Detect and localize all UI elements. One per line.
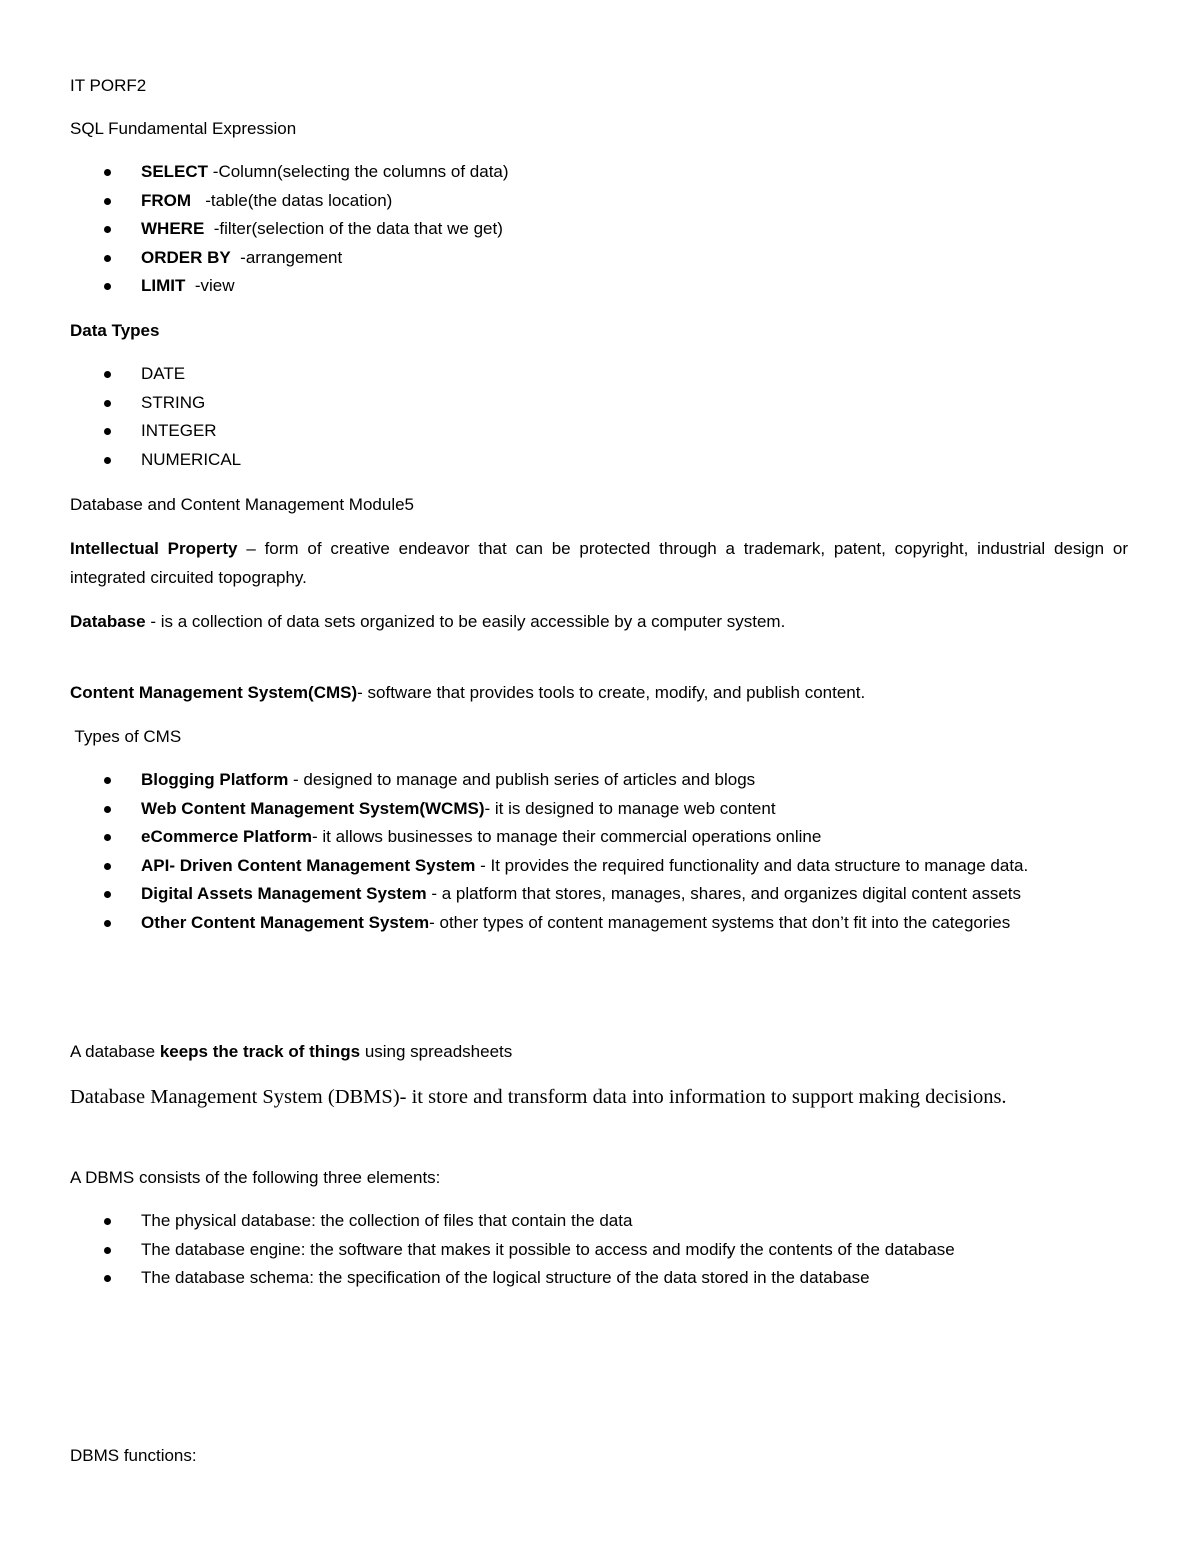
cms-desc: - software that provides tools to create, modify, and publish content. (357, 683, 866, 702)
bullet-icon (104, 457, 111, 464)
list-item: NUMERICAL (0, 446, 241, 475)
dbms-elements-list (0, 1207, 955, 1293)
bullet-icon (104, 169, 111, 176)
list-item (0, 158, 509, 187)
item-desc: -filter(selection of the data that we get) (204, 219, 503, 238)
list-item: STRING (0, 389, 241, 418)
bullet-icon (104, 283, 111, 290)
data-types-list (0, 360, 241, 474)
item-desc: - It provides the required functionality and data structure to manage data. (475, 855, 1029, 875)
list-item (0, 766, 1116, 795)
list-item (0, 215, 509, 244)
ip-desc: – form of creative endeavor that can be protected through a trademark, patent, copyright, industrial design or integrated circuited topography. (70, 539, 1128, 587)
item-term: LIMIT (141, 276, 186, 295)
item-term: ORDER BY (141, 247, 231, 267)
item-term: SELECT (141, 162, 209, 181)
item-term: eCommerce Platform (141, 827, 313, 846)
list-item: The database engine: the software that makes it possible to access and modify the contents of the database (0, 1236, 955, 1265)
list-item: The physical database: the collection of files that contain the data (0, 1207, 955, 1236)
item-term: Digital Assets Management System (141, 884, 427, 903)
db-desc: - is a collection of data sets organized to be easily accessible by a computer system. (145, 612, 786, 631)
list-item (0, 852, 1116, 881)
list-item (0, 272, 509, 301)
db-paragraph (70, 611, 785, 633)
dbms-functions-heading: DBMS functions: (70, 1446, 197, 1465)
course-title: IT PORF2 (70, 76, 147, 95)
ip-term: Intellectual Property (70, 539, 238, 558)
bullet-icon (104, 198, 111, 205)
item-desc: - a platform that stores, manages, shares, and organizes digital content assets (426, 884, 1022, 903)
dbms-definition: Database Management System (DBMS)- it store and transform data into information to support making decisions. (70, 1086, 1007, 1108)
cms-term: Content Management System(CMS) (70, 683, 358, 702)
ip-paragraph (70, 535, 1128, 592)
bullet-icon (104, 777, 111, 784)
item-term: Blogging Platform (141, 770, 289, 789)
item-term: Other Content Management System (141, 912, 430, 932)
item-desc: - it is designed to manage web content (484, 798, 776, 818)
bullet-icon (104, 806, 111, 813)
bullet-icon (104, 891, 111, 898)
item-term: Web Content Management System(WCMS) (141, 798, 485, 818)
item-desc: -arrangement (230, 247, 343, 267)
item-desc: - designed to manage and publish series of articles and blogs (288, 770, 756, 789)
list-item (0, 187, 509, 216)
bullet-icon (104, 226, 111, 233)
list-item: DATE (0, 360, 241, 389)
item-desc: -view (185, 276, 235, 295)
item-desc: -Column(selecting the columns of data) (208, 162, 509, 181)
bullet-icon (104, 1218, 111, 1225)
list-item (0, 880, 1116, 909)
item-desc: -table(the datas location) (191, 190, 393, 210)
item-desc: - it allows businesses to manage their commercial operations online (312, 827, 822, 846)
data-types-heading: Data Types (70, 321, 160, 340)
sql-heading: SQL Fundamental Expression (70, 119, 297, 138)
dbms-elements-heading: A DBMS consists of the following three elements: (70, 1168, 441, 1187)
track-paragraph: A database keeps the track of things using spreadsheets (70, 1042, 513, 1061)
list-item: INTEGER (0, 417, 241, 446)
item-term: API- Driven Content Management System (141, 855, 476, 875)
bullet-icon (104, 1247, 111, 1254)
bullet-icon (104, 400, 111, 407)
list-item (0, 909, 1116, 938)
cms-types-list (0, 766, 1116, 937)
cms-types-heading: Types of CMS (70, 727, 182, 746)
sql-list (0, 158, 509, 301)
db-term: Database (70, 612, 146, 631)
item-term: FROM (141, 190, 192, 210)
item-term: WHERE (141, 219, 205, 238)
list-item (0, 244, 509, 273)
track-bold: keeps the track of things (159, 1042, 361, 1061)
bullet-icon (104, 255, 111, 262)
list-item (0, 795, 1116, 824)
bullet-icon (104, 920, 111, 927)
cms-paragraph (70, 682, 865, 704)
module-heading: Database and Content Management Module5 (70, 495, 415, 514)
bullet-icon (104, 834, 111, 841)
list-item: The database schema: the specification of the logical structure of the data stored in the database (0, 1264, 955, 1293)
item-desc: - other types of content management systems that don’t fit into the categories (429, 912, 1011, 932)
list-item (0, 823, 1116, 852)
bullet-icon (104, 1275, 111, 1282)
bullet-icon (104, 863, 111, 870)
bullet-icon (104, 371, 111, 378)
bullet-icon (104, 428, 111, 435)
